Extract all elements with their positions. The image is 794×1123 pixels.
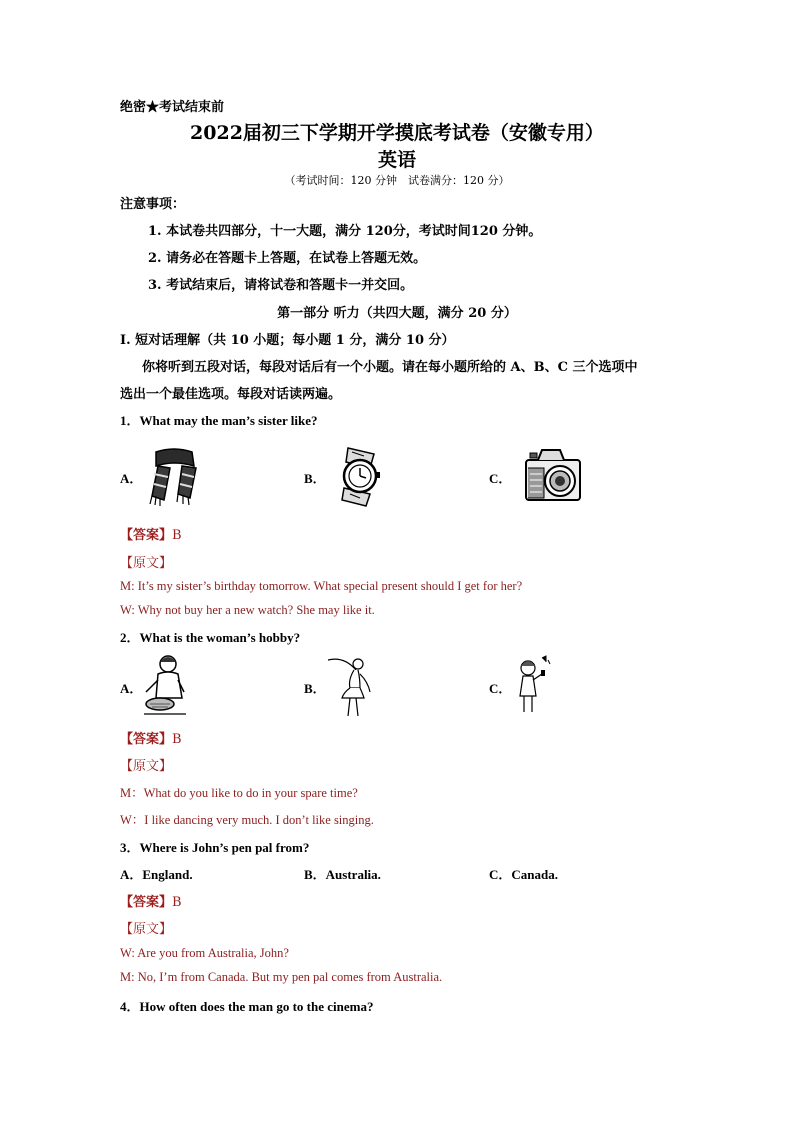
notice-item: 1. 本试卷共四部分，十一大题，满分 120分，考试时间120 分钟。	[148, 224, 542, 239]
dancing-icon	[324, 652, 376, 720]
question-1: 1．What may the man’s sister like?	[120, 413, 318, 428]
section-title: I. 短对话理解（共 10 小题；每小题 1 分，满分 10 分）	[120, 333, 455, 348]
question-4: 4．How often does the man go to the cinema?	[120, 999, 374, 1014]
dialogue-line: W: Why not buy her a new watch? She may like it.	[120, 603, 375, 617]
confidential-label: 绝密★考试结束前	[120, 100, 225, 115]
dialogue-line: W：I like dancing very much. I don’t like singing.	[120, 813, 374, 827]
source-label: 【原文】	[120, 556, 173, 571]
notice-item: 3. 考试结束后，请将试卷和答题卡一并交回。	[148, 278, 414, 293]
question-3: 3．Where is John’s pen pal from?	[120, 840, 310, 855]
answer-label: 【答案】	[120, 732, 173, 747]
answer-value: B	[172, 732, 182, 747]
part-title: 第一部分 听力（共四大题，满分 20 分）	[277, 306, 517, 321]
cooking-icon	[140, 652, 190, 720]
dialogue-line: M: No, I’m from Canada. But my pen pal comes from Australia.	[120, 970, 443, 984]
time-info: （考试时间：120 分钟 试卷满分：120 分）	[284, 174, 510, 187]
answer-2	[120, 728, 182, 747]
answer-value: B	[172, 895, 182, 910]
section-instruction: 你将听到五段对话，每段对话后有一个小题。请在每小题所给的 A、B、C 三个选项中	[142, 360, 638, 375]
option-a: A．England.	[120, 867, 193, 882]
option-c: C．	[489, 681, 512, 696]
answer-3	[120, 891, 182, 910]
camera-icon	[520, 444, 586, 506]
option-a: A．	[120, 471, 143, 486]
notice-item: 2. 请务必在答题卡上答题，在试卷上答题无效。	[148, 251, 427, 266]
option-b: B．	[304, 471, 326, 486]
source-label: 【原文】	[120, 922, 173, 937]
option-a: A．	[120, 681, 143, 696]
answer-label: 【答案】	[120, 528, 173, 543]
section-instruction: 选出一个最佳选项。每段对话读两遍。	[120, 387, 342, 402]
answer-1	[120, 524, 182, 543]
exam-title: 2022届初三下学期开学摸底考试卷（安徽专用）	[190, 122, 604, 144]
scarf-icon	[142, 444, 208, 508]
dialogue-line: W: Are you from Australia, John?	[120, 946, 289, 960]
dialogue-line: M: It’s my sister’s birthday tomorrow. What special present should I get for her?	[120, 579, 523, 593]
notice-heading: 注意事项：	[120, 197, 186, 212]
singing-icon	[512, 652, 552, 716]
dialogue-line: M：What do you like to do in your spare time?	[120, 786, 358, 800]
option-c: C．Canada.	[489, 867, 558, 882]
answer-value: B	[172, 528, 182, 543]
question-2: 2．What is the woman’s hobby?	[120, 630, 301, 645]
watch-icon	[330, 444, 392, 510]
subject-title: 英语	[377, 149, 416, 171]
option-b: B．Australia.	[304, 867, 381, 882]
option-c: C．	[489, 471, 512, 486]
source-label: 【原文】	[120, 759, 173, 774]
answer-label: 【答案】	[120, 895, 173, 910]
option-b: B．	[304, 681, 326, 696]
